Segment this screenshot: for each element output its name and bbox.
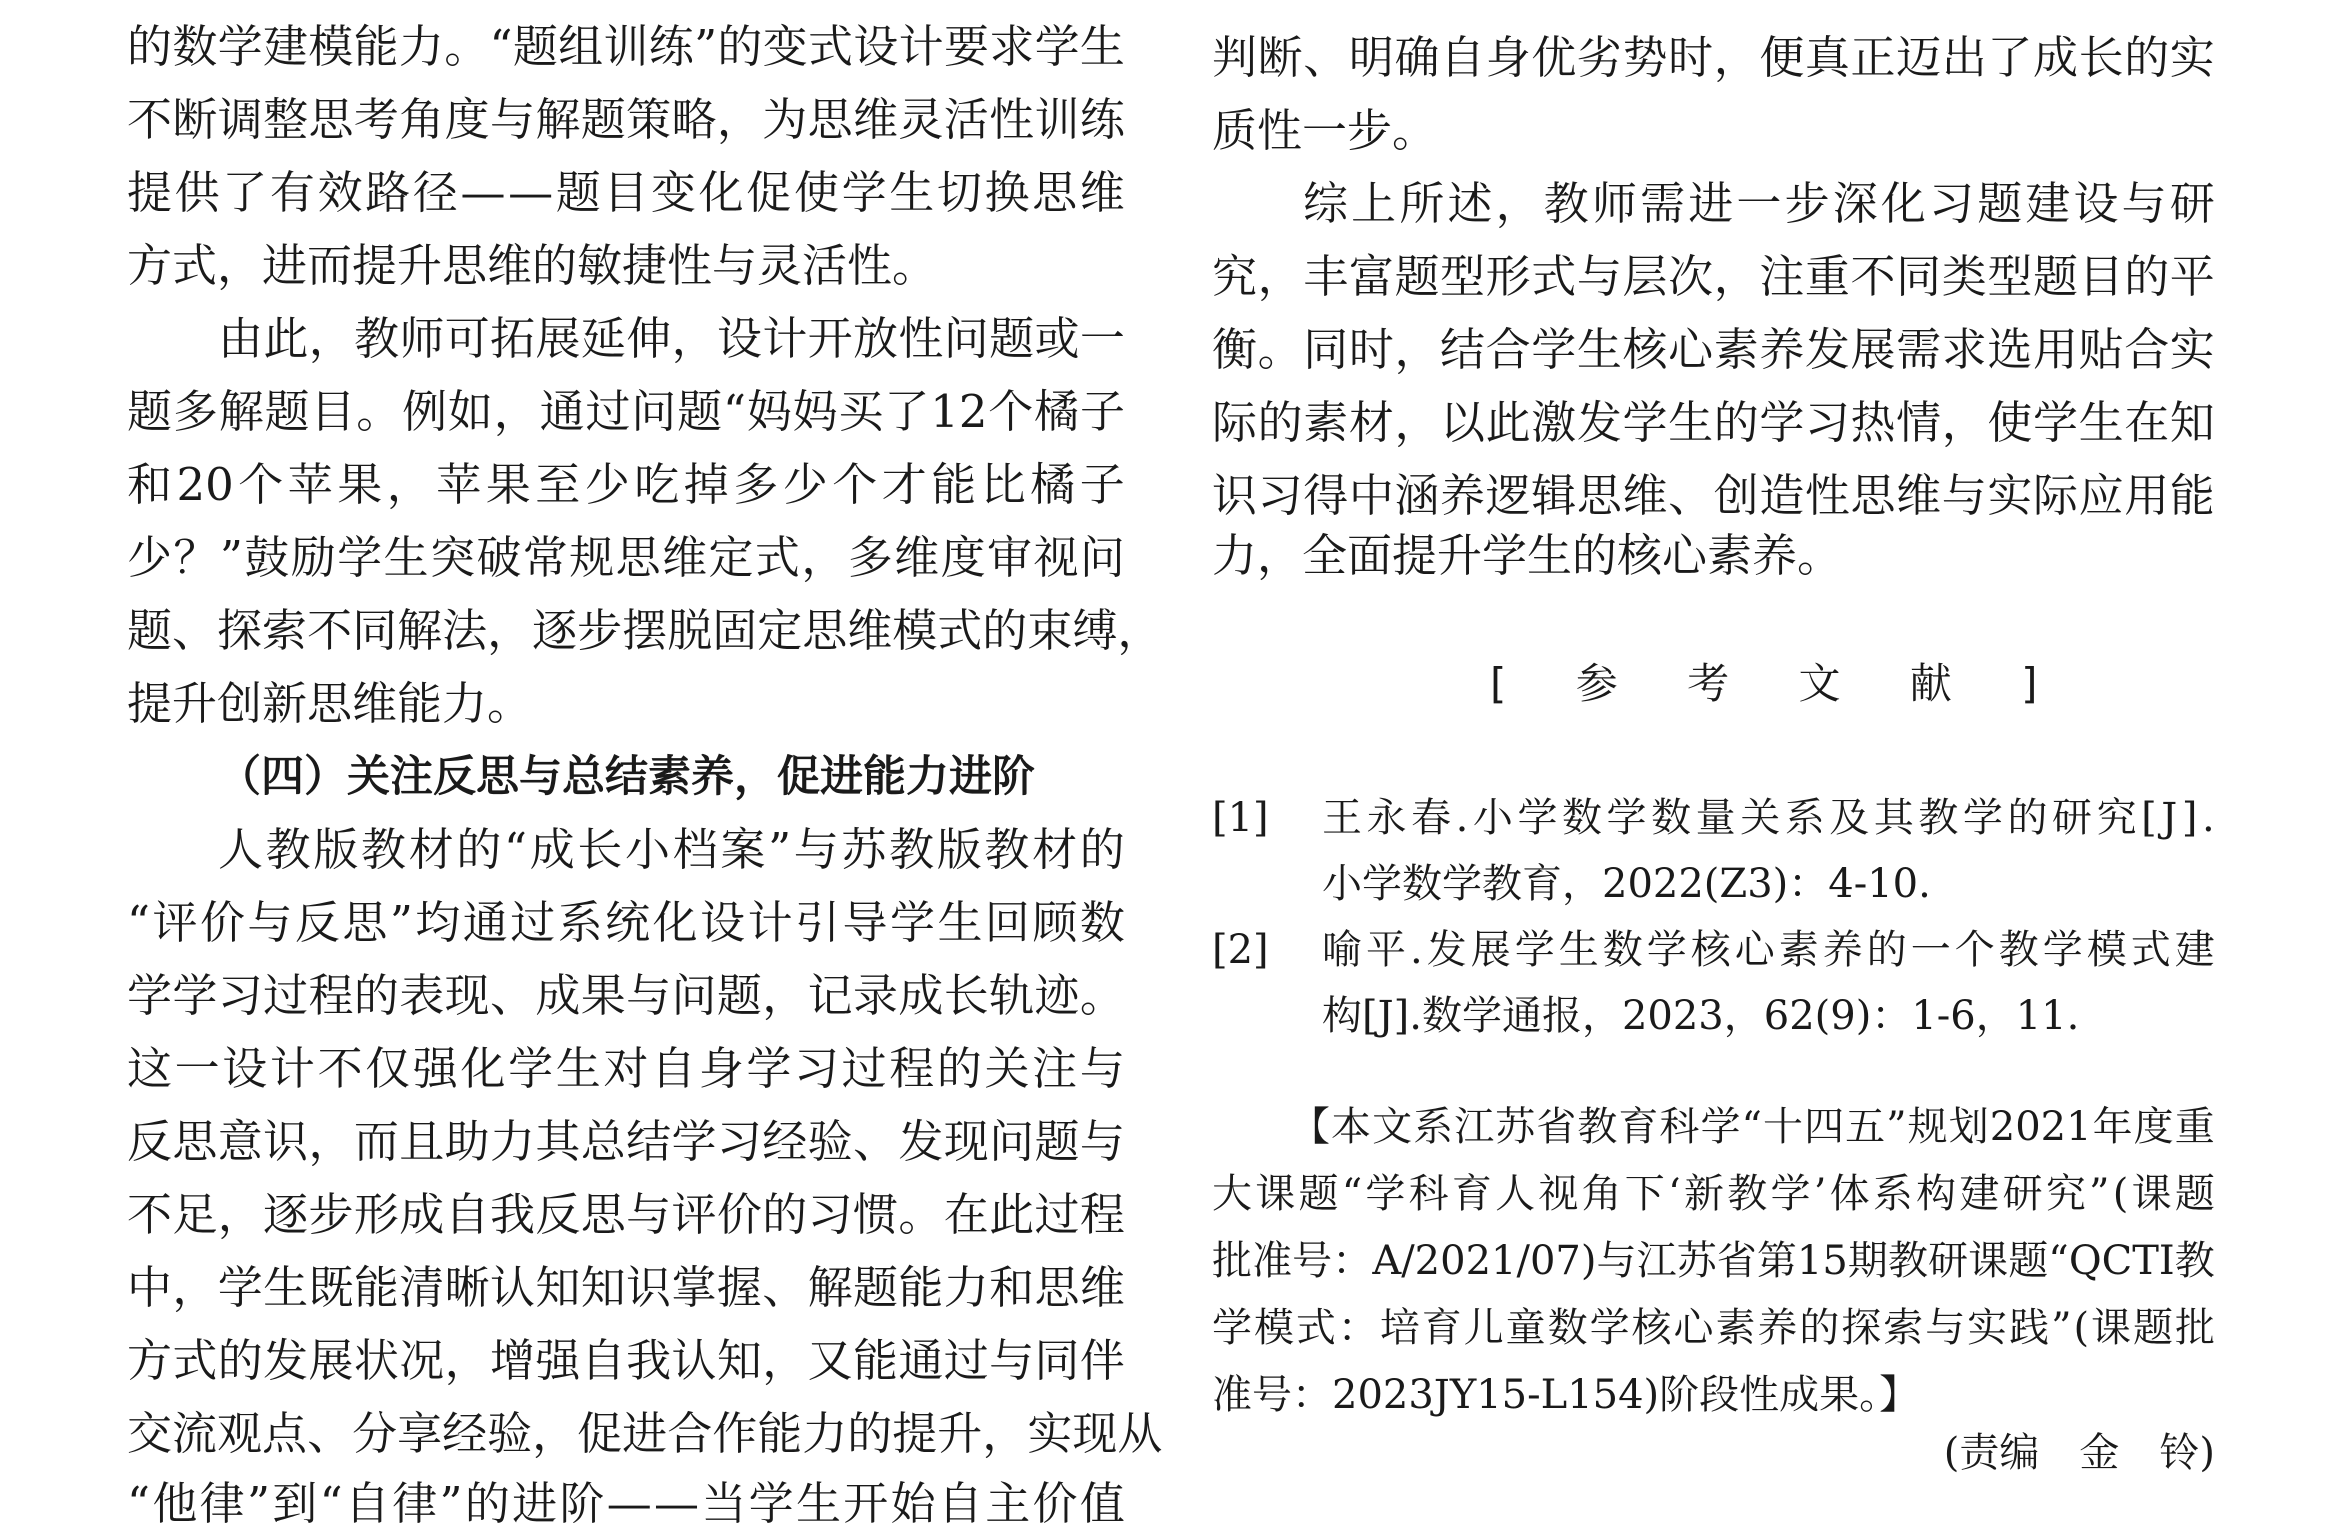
body-line: 学 学 习 过 程 的 表 现 、 成 果 与 问 题 ， 记 录 成 长 轨 迹 。	[127, 969, 1125, 1022]
body-line: 交 流 观 点 、 分 享 经 验 ， 促 进 合 作 能 力 的 提 升 ， 实 现 从	[127, 1407, 1163, 1460]
body-line: 中 ， 学 生 既 能 清 晰 认 知 知 识 掌 握 、 解 题 能 力 和 思 维	[127, 1261, 1125, 1314]
paragraph-first-line: 人 教 版 教 材 的 “ 成 长 小 档 案 ” 与 苏 教 版 教 材 的	[218, 823, 1125, 876]
editor-credit: (责编 金 铃)	[1943, 1430, 2215, 1476]
note-line: 大 课 题 “ 学 科 育 人 视 角 下 ‘ 新 教 学 ’ 体 系 构 建 研 究 ” ( 课 题	[1212, 1171, 2215, 1217]
body-line: 这 一 设 计 不 仅 强 化 学 生 对 自 身 学 习 过 程 的 关 注 与	[127, 1042, 1125, 1095]
body-line: 和 20 个 苹 果 ， 苹 果 至 少 吃 掉 多 少 个 才 能 比 橘 子	[127, 458, 1125, 511]
body-line: 不 足 ， 逐 步 形 成 自 我 反 思 与 评 价 的 习 惯 。 在 此 过 程	[127, 1188, 1125, 1241]
reference-line: 喻 平 . 发 展 学 生 数 学 核 心 素 养 的 一 个 教 学 模 式 建	[1322, 927, 2215, 973]
reference-number: [2]	[1212, 927, 1269, 973]
body-line: 题 多 解 题 目 。 例 如 ， 通 过 问 题 “ 妈 妈 买 了 12 个 橘 子	[127, 385, 1125, 438]
body-line: 提 供 了 有 效 路 径 — — 题 目 变 化 促 使 学 生 切 换 思 维	[127, 166, 1125, 219]
body-line: “ 评 价 与 反 思 ” 均 通 过 系 统 化 设 计 引 导 学 生 回 顾 数	[127, 896, 1125, 949]
body-line: 判 断 、 明 确 自 身 优 劣 势 时 ， 便 真 正 迈 出 了 成 长 的 实	[1212, 31, 2215, 84]
note-line: 批 准 号 ： A/2021/07) 与 江 苏 省 第 15 期 教 研 课 题 “ QCTI 教	[1212, 1238, 2215, 1284]
body-line: 不 断 调 整 思 考 角 度 与 解 题 策 略 ， 为 思 维 灵 活 性 训 练	[127, 93, 1125, 146]
note-line: 准号：2023JY15-L154)阶段性成果。】	[1212, 1372, 1920, 1418]
reference-line: 小学数学教育，2022(Z3)：4-10.	[1322, 861, 1931, 907]
body-line: 方式，进而提升思维的敏捷性与灵活性。	[127, 239, 938, 292]
body-line: 衡 。 同 时 ， 结 合 学 生 核 心 素 养 发 展 需 求 选 用 贴 合 实	[1212, 323, 2215, 376]
body-line: 题 、 探 索 不 同 解 法 ， 逐 步 摆 脱 固 定 思 维 模 式 的 束 缚 ，	[127, 604, 1163, 657]
note-line: 学 模 式 ： 培 育 儿 童 数 学 核 心 素 养 的 探 索 与 实 践 ” ( 课 题 批	[1212, 1305, 2215, 1351]
body-line: “ 他 律 ” 到 “ 自 律 ” 的 进 阶 — — 当 学 生 开 始 自 主 价 值	[127, 1477, 1125, 1530]
reference-line: 构[J].数学通报，2023，62(9)：1-6，11.	[1322, 993, 2080, 1039]
body-line: 究 ， 丰 富 题 型 形 式 与 层 次 ， 注 重 不 同 类 型 题 目 的 平	[1212, 250, 2215, 303]
body-line: 反 思 意 识 ， 而 且 助 力 其 总 结 学 习 经 验 、 发 现 问 题 与	[127, 1115, 1125, 1168]
body-line: 际 的 素 材 ， 以 此 激 发 学 生 的 学 习 热 情 ， 使 学 生 在 知	[1212, 396, 2215, 449]
reference-number: [1]	[1212, 795, 1269, 841]
paragraph-first-line: 综 上 所 述 ， 教 师 需 进 一 步 深 化 习 题 建 设 与 研	[1303, 177, 2215, 230]
body-line: 的 数 学 建 模 能 力 。 “ 题 组 训 练 ” 的 变 式 设 计 要 求 学 生	[127, 20, 1125, 73]
body-line: 少 ？ ” 鼓 励 学 生 突 破 常 规 思 维 定 式 ， 多 维 度 审 视 问	[127, 531, 1125, 584]
paragraph-first-line: 由 此 ， 教 师 可 拓 展 延 伸 ， 设 计 开 放 性 问 题 或 一	[218, 312, 1125, 365]
body-line: 识 习 得 中 涵 养 逻 辑 思 维 、 创 造 性 思 维 与 实 际 应 用 能	[1212, 469, 2215, 522]
section-heading: （四）关注反思与总结素养，促进能力进阶	[218, 752, 1035, 802]
references-title: [ 参 考 文 献 ]	[1490, 659, 2066, 708]
body-line: 力，全面提升学生的核心素养。	[1212, 529, 1843, 582]
body-line: 提升创新思维能力。	[127, 677, 533, 730]
reference-line: 王 永 春 . 小 学 数 学 数 量 关 系 及 其 教 学 的 研 究 [ J ] .	[1322, 795, 2215, 841]
body-line: 质性一步。	[1212, 104, 1438, 157]
body-line: 方 式 的 发 展 状 况 ， 增 强 自 我 认 知 ， 又 能 通 过 与 同 伴	[127, 1334, 1125, 1387]
note-line: 【 本 文 系 江 苏 省 教 育 科 学 “ 十 四 五 ” 规 划 2021 年 度 重	[1290, 1104, 2215, 1150]
